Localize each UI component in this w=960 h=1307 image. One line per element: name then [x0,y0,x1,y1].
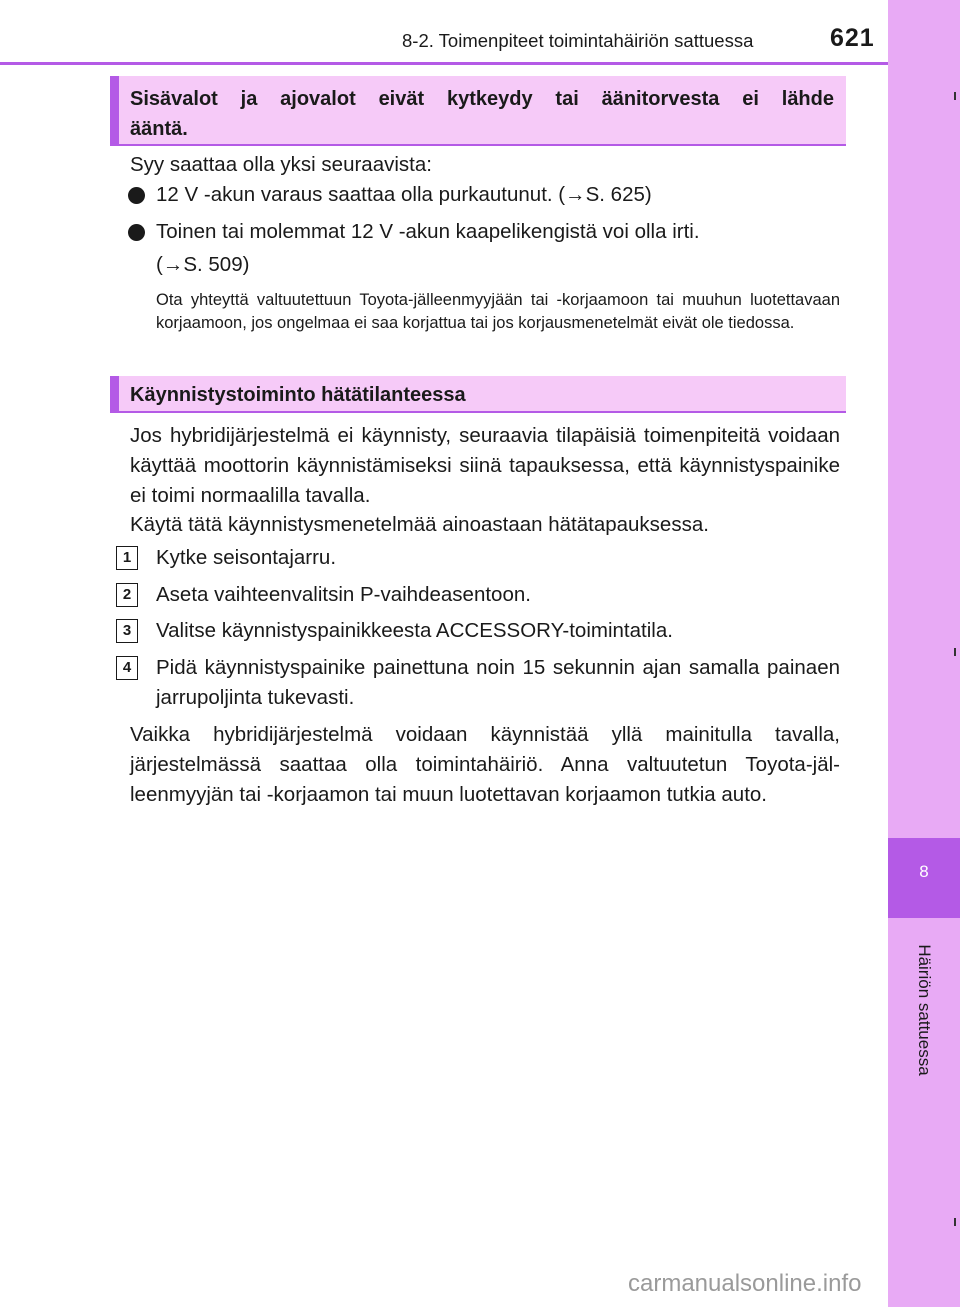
step-number-badge: 1 [116,546,138,570]
step-text: Aseta vaihteenvalitsin P-vaihdeasentoon. [156,583,531,606]
step-text: Valitse käynnistyspainikkeesta ACCESSORY-toimintatila. [156,619,673,642]
heading-text: Sisävalot ja ajovalot eivät kytkeydy tai äänitorvesta ei lähde ääntä. [130,88,834,140]
section-heading-lights [110,76,846,146]
bullet-icon [128,224,145,241]
step-number-badge: 2 [116,583,138,607]
header-rule [0,62,888,65]
heading-accent-bar [110,76,119,144]
paragraph: Vaikka hybridijärjestelmä voidaan käynnistää yllä mainitulla tavalla, järjestelmässä saattaa olla toimintahäiriö. Anna valtuutetun Toyota-jälleenmyyjän tai -korjaamon tai muun luotettavan korjaamon tutkia auto. [130,723,840,806]
heading-text: Käynnistystoiminto hätätilanteessa [130,384,466,406]
bullet-icon [128,187,145,204]
intro-text: Syy saattaa olla yksi seuraavista: [130,153,432,176]
bullet-item: Toinen tai molemmat 12 V -akun kaapelikengistä voi olla irti. [156,220,700,243]
watermark: carmanualsonline.info [628,1270,862,1297]
step-text: Pidä käynnistyspainike painettuna noin 15 sekunnin ajan samalla painaen jarrupoljinta tukevasti. [156,656,840,709]
section-heading-emergency-start [110,376,846,413]
step-number-badge: 3 [116,619,138,643]
step-number-badge: 4 [116,656,138,680]
chapter-tab-strip [888,0,960,1307]
edge-tick [954,648,956,656]
page-number: 621 [830,24,875,52]
section-header: 8-2. Toimenpiteet toimintahäiriön sattuessa [402,30,754,51]
edge-tick [954,92,956,100]
step-text: Kytke seisontajarru. [156,546,337,569]
note-text: Ota yhteyttä valtuutettuun Toyota-jälleenmyyjään tai -korjaamoon tai muuhun luotettavaan korjaamoon, jos ongelmaa ei saa korjattua tai jos korjausmenetelmät eivät ole tiedossa. [156,291,840,332]
heading-accent-bar [110,376,119,411]
paragraph: Jos hybridijärjestelmä ei käynnisty, seuraavia tilapäisiä toimenpiteitä voidaan käyttää moottorin käynnistämiseksi siinä tapauksessa, että käynnistyspainike ei toimi normaalilla tavalla. [130,424,840,507]
paragraph: Käytä tätä käynnistysmenetelmää ainoastaan hätätapauksessa. [130,513,709,536]
edge-tick [954,1218,956,1226]
chapter-number: 8 [919,862,929,881]
bullet-item-continued: (→S. 509) [156,253,250,276]
bullet-item: 12 V -akun varaus saattaa olla purkautunut. (→S. 625) [156,183,652,206]
chapter-label: Häiriön sattuessa [915,944,934,1076]
